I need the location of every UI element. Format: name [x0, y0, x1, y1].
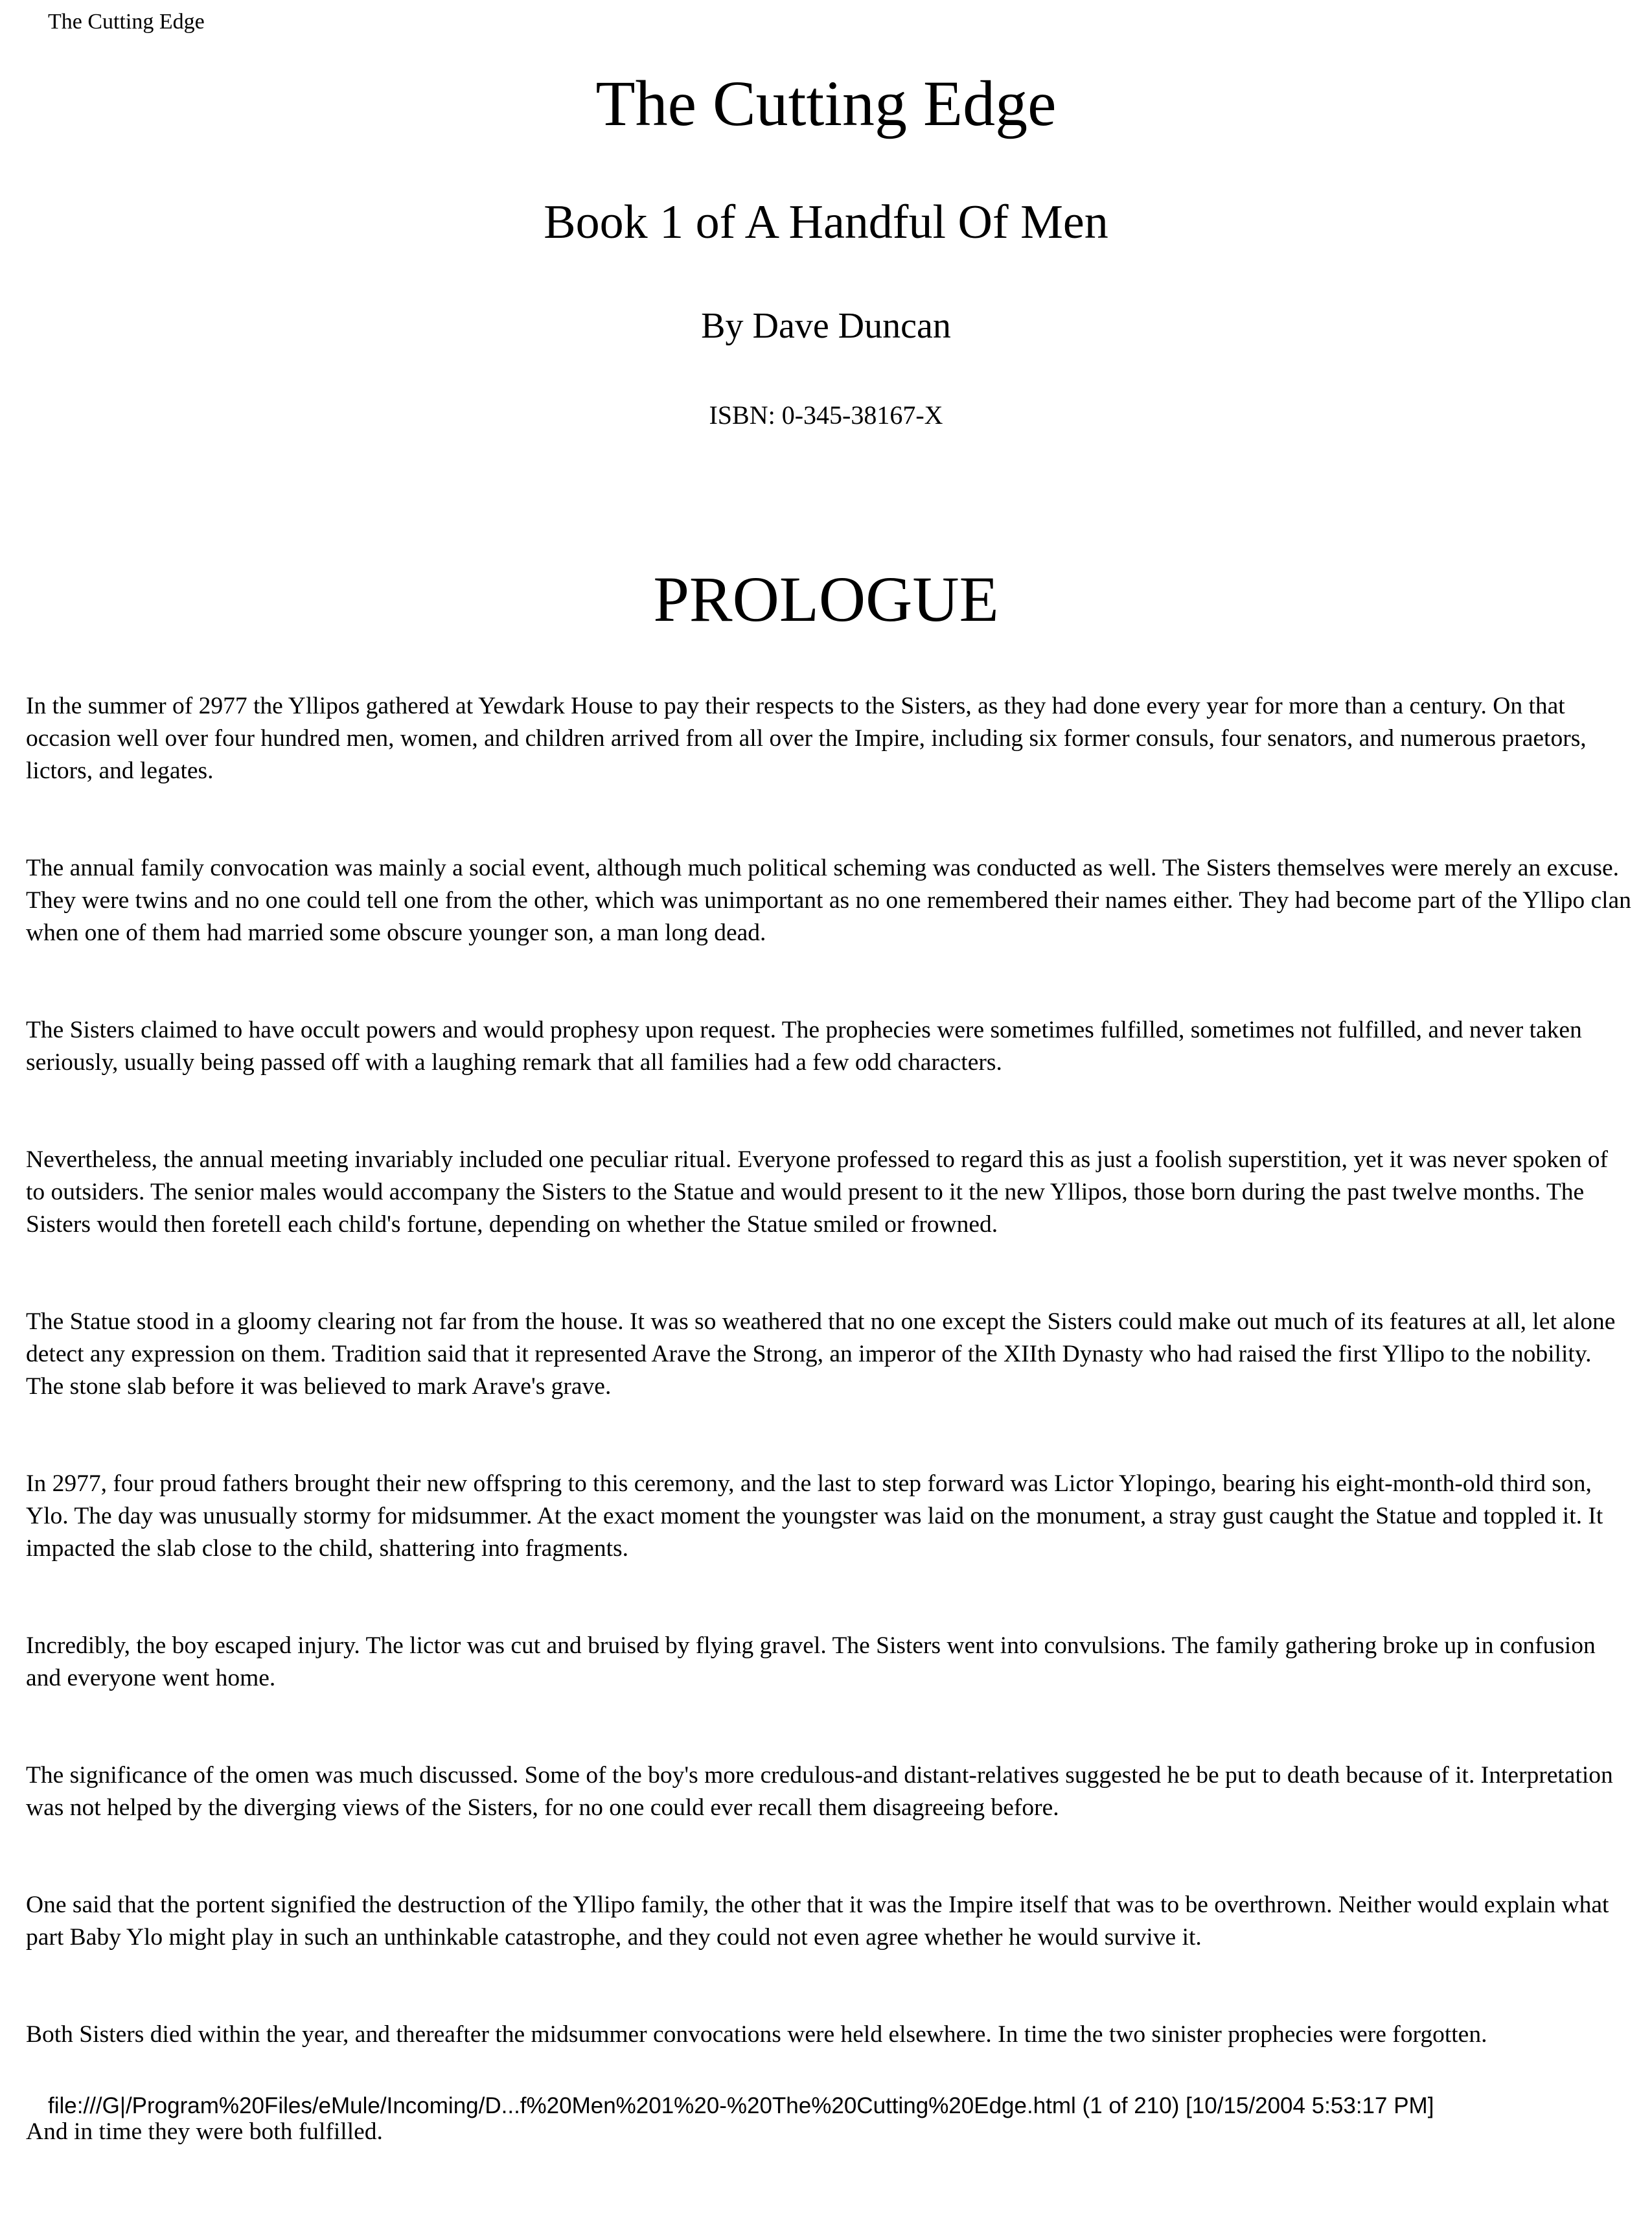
paragraph: In 2977, four proud fathers brought their new offspring to this ceremony, and the last to step forward was Lictor Ylopingo, bearing his eight-month-old third son, Ylo. The day was unusually stormy for midsummer. At the exact moment the youngster was laid on the monument, a stray gust caught the Statue and toppled it. It impacted the slab close to the child, shattering into fragments.	[26, 1470, 1603, 1562]
author-line: By Dave Duncan	[701, 306, 951, 346]
running-header: The Cutting Edge	[48, 10, 205, 34]
paragraph: The significance of the omen was much discussed. Some of the boy's more credulous-and distant-relatives suggested he be put to death because of it. Interpretation was not helped by the diverging views of the Sisters, for no one could ever recall them disagreeing before.	[26, 1762, 1613, 1821]
chapter-heading: PROLOGUE	[653, 563, 999, 635]
paragraph: The Statue stood in a gloomy clearing not far from the house. It was so weathered that no one except the Sisters could make out much of its features at all, let alone detect any expression on them. Tradition said that it represented Arave the Strong, an imperor of the XIIth Dynasty who had raised the first Yllipo to the nobility. The stone slab before it was believed to mark Arave's grave.	[26, 1308, 1616, 1400]
paragraph: And in time they were both fulfilled.	[26, 2118, 383, 2145]
book-subtitle: Book 1 of A Handful Of Men	[544, 196, 1108, 249]
prologue-body	[26, 690, 1633, 2213]
paragraph: Both Sisters died within the year, and thereafter the midsummer convocations were held elsewhere. In time the two sinister prophecies were forgotten.	[26, 2021, 1487, 2048]
print-footer: file:///G|/Program%20Files/eMule/Incoming/D...f%20Men%201%20-%20The%20Cutting%20Edge.html (1 of 210) [10/15/2004 5:53:17 PM]	[48, 2093, 1434, 2118]
paragraph: The Sisters claimed to have occult powers and would prophesy upon request. The prophecies were sometimes fulfilled, sometimes not fulfilled, and never taken seriously, usually being passed off with a laughing remark that all families had a few odd characters.	[26, 1017, 1582, 1076]
paragraph: Incredibly, the boy escaped injury. The lictor was cut and bruised by flying gravel. The Sisters went into convulsions. The family gathering broke up in confusion and everyone went home.	[26, 1632, 1596, 1691]
paragraph: Nevertheless, the annual meeting invariably included one peculiar ritual. Everyone professed to regard this as just a foolish superstition, yet it was never spoken of to outsiders. The senior males would accompany the Sisters to the Statue and would present to it the new Yllipos, those born during the past twelve months. The Sisters would then foretell each child's fortune, depending on whether the Statue smiled or frowned.	[26, 1146, 1609, 1238]
paragraph: In the summer of 2977 the Yllipos gathered at Yewdark House to pay their respects to the Sisters, as they had done every year for more than a century. On that occasion well over four hundred men, women, and children arrived from all over the Impire, including six former consuls, four senators, and numerous praetors, lictors, and legates.	[26, 693, 1587, 784]
paragraph: The annual family convocation was mainly a social event, although much political scheming was conducted as well. The Sisters themselves were merely an excuse. They were twins and no one could tell one from the other, which was unimportant as no one remembered their names either. They had become part of the Yllipo clan when one of them had married some obscure younger son, a man long dead.	[26, 855, 1631, 946]
paragraph: One said that the portent signified the destruction of the Yllipo family, the other that it was the Impire itself that was to be overthrown. Neither would explain what part Baby Ylo might play in such an unthinkable catastrophe, and they could not even agree whether he would survive it.	[26, 1892, 1609, 1951]
isbn-line: ISBN: 0-345-38167-X	[709, 400, 943, 430]
book-title: The Cutting Edge	[595, 67, 1057, 139]
